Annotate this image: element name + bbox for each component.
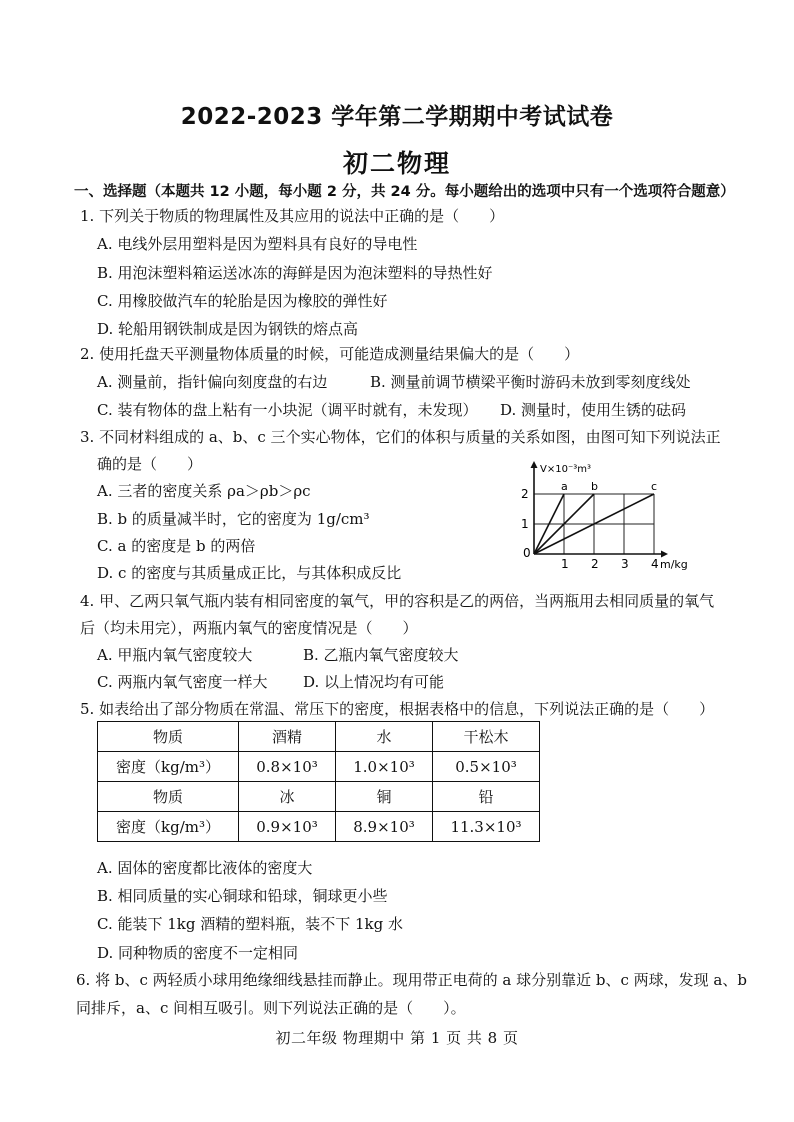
x-tick-label: 2 (591, 557, 599, 571)
question-4-stem-line2: 后（均未用完），两瓶内氧气的密度情况是（ ） (80, 619, 418, 637)
question-1-option-c: C. 用橡胶做汽车的轮胎是因为橡胶的弹性好 (97, 292, 388, 310)
table-cell: 8.9×10³ (336, 812, 433, 842)
table-cell: 0.5×10³ (433, 752, 540, 782)
y-tick-label: 2 (521, 487, 529, 501)
question-2-option-d: D. 测量时，使用生锈的砝码 (500, 401, 687, 419)
question-4-option-d: D. 以上情况均有可能 (303, 673, 445, 691)
question-4-option-b: B. 乙瓶内氧气密度较大 (303, 646, 459, 664)
question-1-option-d: D. 轮船用钢铁制成是因为钢铁的熔点高 (97, 320, 359, 338)
question-3-option-a: A. 三者的密度关系 ρa＞ρb＞ρc (97, 482, 311, 500)
question-3-option-d: D. c 的密度与其质量成正比，与其体积成反比 (97, 564, 402, 582)
question-4-option-c: C. 两瓶内氧气密度一样大 (97, 673, 268, 691)
table-cell: 物质 (98, 782, 239, 812)
question-4-stem-line1: 4. 甲、乙两只氧气瓶内装有相同密度的氧气，甲的容积是乙的两倍，当两瓶用去相同质量的氧气 (80, 592, 715, 610)
question-6-stem-line1: 6. 将 b、c 两轻质小球用绝缘细线悬挂而静止。现用带正电荷的 a 球分别靠近 b、c 两球，发现 a、b (76, 971, 747, 989)
exam-title: 2022-2023 学年第二学期期中考试试卷 (180, 104, 614, 130)
x-axis-label: m/kg (660, 558, 688, 571)
table-cell: 冰 (239, 782, 336, 812)
table-cell: 酒精 (239, 722, 336, 752)
question-1-stem: 1. 下列关于物质的物理属性及其应用的说法中正确的是（ ） (80, 207, 505, 225)
x-tick-label: 3 (621, 557, 629, 571)
question-2-stem: 2. 使用托盘天平测量物体质量的时候，可能造成测量结果偏大的是（ ） (80, 345, 580, 363)
x-tick-label: 1 (561, 557, 569, 571)
question-3-option-c: C. a 的密度是 b 的两倍 (97, 537, 256, 555)
table-cell: 干松木 (433, 722, 540, 752)
table-row (98, 812, 540, 842)
table-cell: 水 (336, 722, 433, 752)
question-6-stem-line2: 同排斥，a、c 间相互吸引。则下列说法正确的是（ ）。 (76, 999, 466, 1017)
y-axis-label: V×10⁻³m³ (540, 464, 591, 475)
series-label-a: a (561, 480, 568, 493)
table-cell: 1.0×10³ (336, 752, 433, 782)
table-cell: 铜 (336, 782, 433, 812)
question-3-stem-line1: 3. 不同材料组成的 a、b、c 三个实心物体，它们的体积与质量的关系如图，由图可知下列说法正 (80, 428, 721, 446)
table-row (98, 752, 540, 782)
question-4-option-a: A. 甲瓶内氧气密度较大 (97, 646, 253, 664)
question-1-option-b: B. 用泡沫塑料箱运送冰冻的海鲜是因为泡沫塑料的导热性好 (97, 264, 493, 282)
x-tick-label: 4 (651, 557, 659, 571)
question-3-stem-line2: 确的是（ ） (97, 455, 203, 473)
table-cell: 0.9×10³ (239, 812, 336, 842)
question-2-option-b: B. 测量前调节横梁平衡时游码未放到零刻度线处 (370, 373, 691, 391)
y-tick-label: 1 (521, 517, 529, 531)
table-row (98, 782, 540, 812)
table-cell: 0.8×10³ (239, 752, 336, 782)
table-cell: 密度（kg/m³） (98, 752, 239, 782)
series-label-b: b (591, 480, 598, 493)
graph-axes (531, 461, 669, 558)
table-cell: 物质 (98, 722, 239, 752)
page-footer: 初二年级 物理期中 第 1 页 共 8 页 (275, 1029, 519, 1047)
section-heading: 一、选择题（本题共 12 小题，每小题 2 分，共 24 分。每小题给出的选项中只有一个选项符合题意） (74, 184, 735, 200)
table-cell: 11.3×10³ (433, 812, 540, 842)
question-5-option-c: C. 能装下 1kg 酒精的塑料瓶，装不下 1kg 水 (97, 915, 404, 933)
density-table (97, 721, 540, 842)
series-label-c: c (651, 480, 658, 493)
question-5-option-a: A. 固体的密度都比液体的密度大 (97, 859, 313, 877)
x-axis-arrow (661, 551, 668, 558)
volume-mass-graph (510, 456, 688, 574)
origin-label: 0 (523, 546, 531, 560)
question-5-stem: 5. 如表给出了部分物质在常温、常压下的密度，根据表格中的信息，下列说法正确的是（ ） (80, 700, 715, 718)
question-5-option-d: D. 同种物质的密度不一定相同 (97, 944, 299, 962)
question-5-option-b: B. 相同质量的实心铜球和铅球，铜球更小些 (97, 887, 388, 905)
question-1-option-a: A. 电线外层用塑料是因为塑料具有良好的导电性 (97, 235, 418, 253)
table-cell: 铅 (433, 782, 540, 812)
table-cell: 密度（kg/m³） (98, 812, 239, 842)
question-2-option-c: C. 装有物体的盘上粘有一小块泥（调平时就有，未发现） (97, 401, 478, 419)
question-3-option-b: B. b 的质量减半时，它的密度为 1g/cm³ (97, 510, 370, 528)
y-axis-arrow (531, 461, 538, 468)
exam-subject: 初二物理 (342, 149, 451, 178)
question-2-option-a: A. 测量前，指针偏向刻度盘的右边 (97, 373, 328, 391)
table-row (98, 722, 540, 752)
